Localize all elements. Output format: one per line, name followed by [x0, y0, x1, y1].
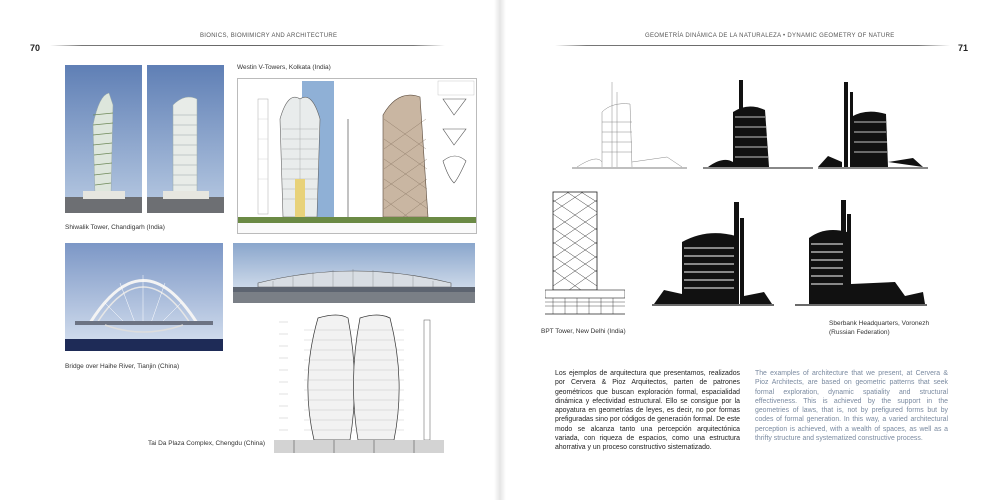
right-header-rule [555, 45, 950, 46]
left-page-number: 70 [30, 43, 41, 53]
taida-render [233, 243, 475, 303]
shiwalik-caption: Shiwalik Tower, Chandigarh (India) [65, 224, 165, 231]
sberbank-silhouette-mid [703, 72, 813, 172]
sberbank-silhouette-right [818, 72, 928, 172]
sberbank-caption [829, 320, 949, 337]
westin-caption: Westin V-Towers, Kolkata (India) [237, 64, 331, 71]
westin-drawing-sheet [237, 78, 477, 234]
sberbank-caption-line1: Sberbank Headquarters, Voronezh [829, 320, 930, 327]
body-text-spanish: Los ejemplos de arquitectura que presentamos, realizados por Cervera & Pioz Arquitectos, parten de patrones geométricos que buscan exploración formal, espacialidad dinámica y efectividad estructural. Ello se consigue por la apoyatura en geometrías de leyes, es decir, no por formas prefiguradas sino por códigos de generación formal. De este modo se alcanza tanto una percepción arquitectónica variada, con riqueza de espacios, como una estructura ahorrativa y un proceso constructivo sistematizado. [555, 370, 740, 452]
shiwalik-render-left [65, 65, 142, 213]
right-page-number: 71 [958, 43, 969, 53]
left-running-title: BIONICS, BIOMIMICRY AND ARCHITECTURE [200, 33, 338, 39]
bpt-tower-drawing [545, 190, 625, 318]
sberbank-caption-line2: (Russian Federation) [829, 328, 890, 336]
right-running-title: GEOMETRÍA DINÁMICA DE LA NATURALEZA • DYNAMIC GEOMETRY OF NATURE [645, 33, 895, 39]
taida-caption: Tai Da Plaza Complex, Chengdu (China) [148, 440, 266, 447]
bpt-caption: BPT Tower, New Delhi (India) [541, 328, 626, 335]
bridge-caption: Bridge over Haihe River, Tianjin (China) [65, 363, 180, 370]
sberbank-elevation-left [652, 192, 774, 310]
sberbank-silhouette-wireframe [572, 72, 687, 172]
body-text-english: The examples of architecture that we present, at Cervera & Pioz Architects, are based on geometric patterns that seek formal exploration, dynamic spatiality and structural effectiveness. This is achieved by the support in the geometries of laws, that is, not by prefigured forms but by codes of formal generation. In this way, a varied architectural perception is achieved, with a wealth of spaces, as well as a thrifty structure and systematized constructive process. [755, 370, 948, 443]
book-spine-shadow [494, 0, 506, 500]
shiwalik-render-right [147, 65, 224, 213]
sberbank-elevation-right [795, 192, 927, 310]
taida-elevation-drawing [274, 310, 444, 453]
bridge-render [65, 243, 223, 351]
left-header-rule [50, 45, 445, 46]
